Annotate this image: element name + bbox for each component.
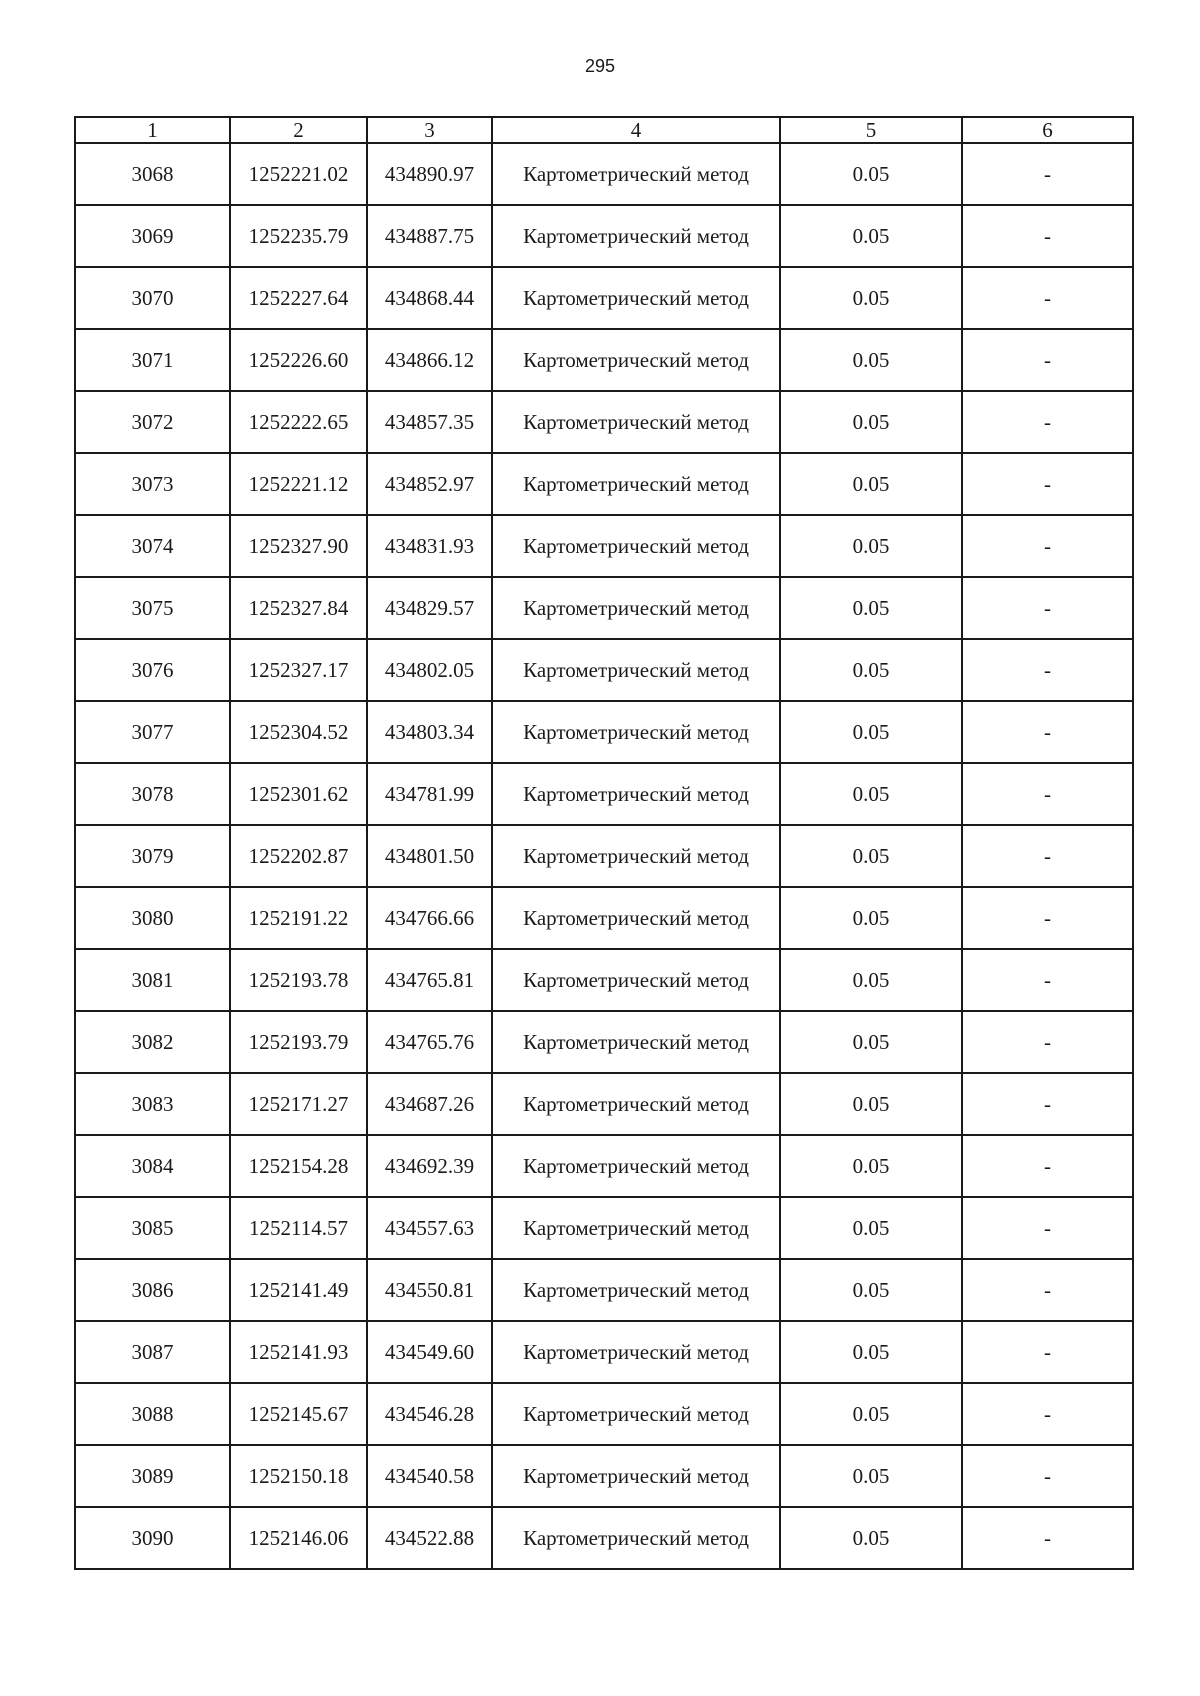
method-cell: Картометрический метод bbox=[492, 267, 780, 329]
x-coordinate-cell: 1252327.84 bbox=[230, 577, 367, 639]
point-number-cell: 3075 bbox=[75, 577, 230, 639]
y-coordinate-cell: 434868.44 bbox=[367, 267, 492, 329]
y-coordinate-cell: 434557.63 bbox=[367, 1197, 492, 1259]
table-row bbox=[75, 1073, 1133, 1135]
x-coordinate-cell: 1252235.79 bbox=[230, 205, 367, 267]
point-number-cell: 3088 bbox=[75, 1383, 230, 1445]
y-coordinate-cell: 434831.93 bbox=[367, 515, 492, 577]
page-number: 295 bbox=[584, 56, 616, 76]
point-number-cell: 3071 bbox=[75, 329, 230, 391]
x-coordinate-cell: 1252193.78 bbox=[230, 949, 367, 1011]
table-row bbox=[75, 329, 1133, 391]
accuracy-cell: 0.05 bbox=[780, 1073, 962, 1135]
table-header bbox=[75, 117, 1133, 143]
note-cell: - bbox=[962, 949, 1133, 1011]
accuracy-cell: 0.05 bbox=[780, 1383, 962, 1445]
method-cell: Картометрический метод bbox=[492, 701, 780, 763]
point-number-cell: 3085 bbox=[75, 1197, 230, 1259]
table-row bbox=[75, 1011, 1133, 1073]
method-cell: Картометрический метод bbox=[492, 391, 780, 453]
note-cell: - bbox=[962, 205, 1133, 267]
accuracy-cell: 0.05 bbox=[780, 453, 962, 515]
accuracy-cell: 0.05 bbox=[780, 763, 962, 825]
accuracy-cell: 0.05 bbox=[780, 205, 962, 267]
point-number-cell: 3082 bbox=[75, 1011, 230, 1073]
x-coordinate-cell: 1252150.18 bbox=[230, 1445, 367, 1507]
accuracy-cell: 0.05 bbox=[780, 825, 962, 887]
note-cell: - bbox=[962, 1135, 1133, 1197]
table-row bbox=[75, 453, 1133, 515]
point-number-cell: 3081 bbox=[75, 949, 230, 1011]
accuracy-cell: 0.05 bbox=[780, 577, 962, 639]
x-coordinate-cell: 1252202.87 bbox=[230, 825, 367, 887]
table-row bbox=[75, 1197, 1133, 1259]
note-cell: - bbox=[962, 1259, 1133, 1321]
y-coordinate-cell: 434801.50 bbox=[367, 825, 492, 887]
point-number-cell: 3083 bbox=[75, 1073, 230, 1135]
method-cell: Картометрический метод bbox=[492, 825, 780, 887]
note-cell: - bbox=[962, 515, 1133, 577]
point-number-cell: 3079 bbox=[75, 825, 230, 887]
note-cell: - bbox=[962, 1507, 1133, 1569]
coordinates-table bbox=[74, 116, 1134, 1570]
table-row bbox=[75, 577, 1133, 639]
note-cell: - bbox=[962, 1011, 1133, 1073]
point-number-cell: 3080 bbox=[75, 887, 230, 949]
note-cell: - bbox=[962, 1197, 1133, 1259]
method-cell: Картометрический метод bbox=[492, 1321, 780, 1383]
note-cell: - bbox=[962, 1073, 1133, 1135]
note-cell: - bbox=[962, 577, 1133, 639]
table-row bbox=[75, 205, 1133, 267]
column-header: 5 bbox=[780, 117, 962, 143]
note-cell: - bbox=[962, 329, 1133, 391]
x-coordinate-cell: 1252191.22 bbox=[230, 887, 367, 949]
table-row bbox=[75, 143, 1133, 205]
x-coordinate-cell: 1252226.60 bbox=[230, 329, 367, 391]
table-row bbox=[75, 1445, 1133, 1507]
method-cell: Картометрический метод bbox=[492, 1383, 780, 1445]
y-coordinate-cell: 434890.97 bbox=[367, 143, 492, 205]
x-coordinate-cell: 1252141.49 bbox=[230, 1259, 367, 1321]
x-coordinate-cell: 1252227.64 bbox=[230, 267, 367, 329]
point-number-cell: 3087 bbox=[75, 1321, 230, 1383]
point-number-cell: 3084 bbox=[75, 1135, 230, 1197]
note-cell: - bbox=[962, 639, 1133, 701]
y-coordinate-cell: 434781.99 bbox=[367, 763, 492, 825]
table-body bbox=[75, 143, 1133, 1569]
accuracy-cell: 0.05 bbox=[780, 1321, 962, 1383]
accuracy-cell: 0.05 bbox=[780, 949, 962, 1011]
x-coordinate-cell: 1252141.93 bbox=[230, 1321, 367, 1383]
x-coordinate-cell: 1252301.62 bbox=[230, 763, 367, 825]
method-cell: Картометрический метод bbox=[492, 1445, 780, 1507]
method-cell: Картометрический метод bbox=[492, 1011, 780, 1073]
accuracy-cell: 0.05 bbox=[780, 1197, 962, 1259]
note-cell: - bbox=[962, 1445, 1133, 1507]
method-cell: Картометрический метод bbox=[492, 205, 780, 267]
method-cell: Картометрический метод bbox=[492, 887, 780, 949]
note-cell: - bbox=[962, 701, 1133, 763]
method-cell: Картометрический метод bbox=[492, 329, 780, 391]
table-row bbox=[75, 267, 1133, 329]
method-cell: Картометрический метод bbox=[492, 1259, 780, 1321]
column-header: 4 bbox=[492, 117, 780, 143]
accuracy-cell: 0.05 bbox=[780, 329, 962, 391]
method-cell: Картометрический метод bbox=[492, 143, 780, 205]
y-coordinate-cell: 434765.76 bbox=[367, 1011, 492, 1073]
accuracy-cell: 0.05 bbox=[780, 701, 962, 763]
note-cell: - bbox=[962, 143, 1133, 205]
y-coordinate-cell: 434692.39 bbox=[367, 1135, 492, 1197]
accuracy-cell: 0.05 bbox=[780, 1135, 962, 1197]
y-coordinate-cell: 434766.66 bbox=[367, 887, 492, 949]
method-cell: Картометрический метод bbox=[492, 949, 780, 1011]
column-header: 6 bbox=[962, 117, 1133, 143]
method-cell: Картометрический метод bbox=[492, 763, 780, 825]
y-coordinate-cell: 434803.34 bbox=[367, 701, 492, 763]
accuracy-cell: 0.05 bbox=[780, 143, 962, 205]
method-cell: Картометрический метод bbox=[492, 1507, 780, 1569]
table-row bbox=[75, 825, 1133, 887]
x-coordinate-cell: 1252304.52 bbox=[230, 701, 367, 763]
method-cell: Картометрический метод bbox=[492, 453, 780, 515]
accuracy-cell: 0.05 bbox=[780, 267, 962, 329]
table-row bbox=[75, 887, 1133, 949]
point-number-cell: 3078 bbox=[75, 763, 230, 825]
note-cell: - bbox=[962, 453, 1133, 515]
y-coordinate-cell: 434829.57 bbox=[367, 577, 492, 639]
accuracy-cell: 0.05 bbox=[780, 639, 962, 701]
method-cell: Картометрический метод bbox=[492, 1197, 780, 1259]
point-number-cell: 3076 bbox=[75, 639, 230, 701]
x-coordinate-cell: 1252154.28 bbox=[230, 1135, 367, 1197]
table-row bbox=[75, 515, 1133, 577]
accuracy-cell: 0.05 bbox=[780, 1445, 962, 1507]
table-row bbox=[75, 701, 1133, 763]
y-coordinate-cell: 434549.60 bbox=[367, 1321, 492, 1383]
x-coordinate-cell: 1252221.12 bbox=[230, 453, 367, 515]
point-number-cell: 3086 bbox=[75, 1259, 230, 1321]
y-coordinate-cell: 434857.35 bbox=[367, 391, 492, 453]
note-cell: - bbox=[962, 267, 1133, 329]
y-coordinate-cell: 434546.28 bbox=[367, 1383, 492, 1445]
table-row bbox=[75, 1321, 1133, 1383]
method-cell: Картометрический метод bbox=[492, 1135, 780, 1197]
x-coordinate-cell: 1252221.02 bbox=[230, 143, 367, 205]
y-coordinate-cell: 434522.88 bbox=[367, 1507, 492, 1569]
note-cell: - bbox=[962, 1321, 1133, 1383]
note-cell: - bbox=[962, 887, 1133, 949]
accuracy-cell: 0.05 bbox=[780, 1507, 962, 1569]
method-cell: Картометрический метод bbox=[492, 577, 780, 639]
point-number-cell: 3073 bbox=[75, 453, 230, 515]
x-coordinate-cell: 1252145.67 bbox=[230, 1383, 367, 1445]
method-cell: Картометрический метод bbox=[492, 515, 780, 577]
point-number-cell: 3090 bbox=[75, 1507, 230, 1569]
method-cell: Картометрический метод bbox=[492, 639, 780, 701]
x-coordinate-cell: 1252193.79 bbox=[230, 1011, 367, 1073]
y-coordinate-cell: 434687.26 bbox=[367, 1073, 492, 1135]
point-number-cell: 3089 bbox=[75, 1445, 230, 1507]
point-number-cell: 3074 bbox=[75, 515, 230, 577]
x-coordinate-cell: 1252327.17 bbox=[230, 639, 367, 701]
point-number-cell: 3068 bbox=[75, 143, 230, 205]
x-coordinate-cell: 1252222.65 bbox=[230, 391, 367, 453]
y-coordinate-cell: 434802.05 bbox=[367, 639, 492, 701]
table-row bbox=[75, 639, 1133, 701]
table-row bbox=[75, 949, 1133, 1011]
accuracy-cell: 0.05 bbox=[780, 1011, 962, 1073]
accuracy-cell: 0.05 bbox=[780, 1259, 962, 1321]
accuracy-cell: 0.05 bbox=[780, 515, 962, 577]
y-coordinate-cell: 434887.75 bbox=[367, 205, 492, 267]
y-coordinate-cell: 434852.97 bbox=[367, 453, 492, 515]
header-row bbox=[75, 117, 1133, 143]
method-cell: Картометрический метод bbox=[492, 1073, 780, 1135]
table-row bbox=[75, 391, 1133, 453]
column-header: 3 bbox=[367, 117, 492, 143]
x-coordinate-cell: 1252171.27 bbox=[230, 1073, 367, 1135]
x-coordinate-cell: 1252327.90 bbox=[230, 515, 367, 577]
point-number-cell: 3070 bbox=[75, 267, 230, 329]
table-row bbox=[75, 1507, 1133, 1569]
note-cell: - bbox=[962, 763, 1133, 825]
accuracy-cell: 0.05 bbox=[780, 391, 962, 453]
x-coordinate-cell: 1252146.06 bbox=[230, 1507, 367, 1569]
note-cell: - bbox=[962, 825, 1133, 887]
y-coordinate-cell: 434765.81 bbox=[367, 949, 492, 1011]
table-row bbox=[75, 1135, 1133, 1197]
column-header: 2 bbox=[230, 117, 367, 143]
column-header: 1 bbox=[75, 117, 230, 143]
y-coordinate-cell: 434550.81 bbox=[367, 1259, 492, 1321]
table-row bbox=[75, 1259, 1133, 1321]
table-row bbox=[75, 763, 1133, 825]
note-cell: - bbox=[962, 391, 1133, 453]
x-coordinate-cell: 1252114.57 bbox=[230, 1197, 367, 1259]
note-cell: - bbox=[962, 1383, 1133, 1445]
y-coordinate-cell: 434540.58 bbox=[367, 1445, 492, 1507]
accuracy-cell: 0.05 bbox=[780, 887, 962, 949]
point-number-cell: 3077 bbox=[75, 701, 230, 763]
table-row bbox=[75, 1383, 1133, 1445]
point-number-cell: 3072 bbox=[75, 391, 230, 453]
point-number-cell: 3069 bbox=[75, 205, 230, 267]
y-coordinate-cell: 434866.12 bbox=[367, 329, 492, 391]
